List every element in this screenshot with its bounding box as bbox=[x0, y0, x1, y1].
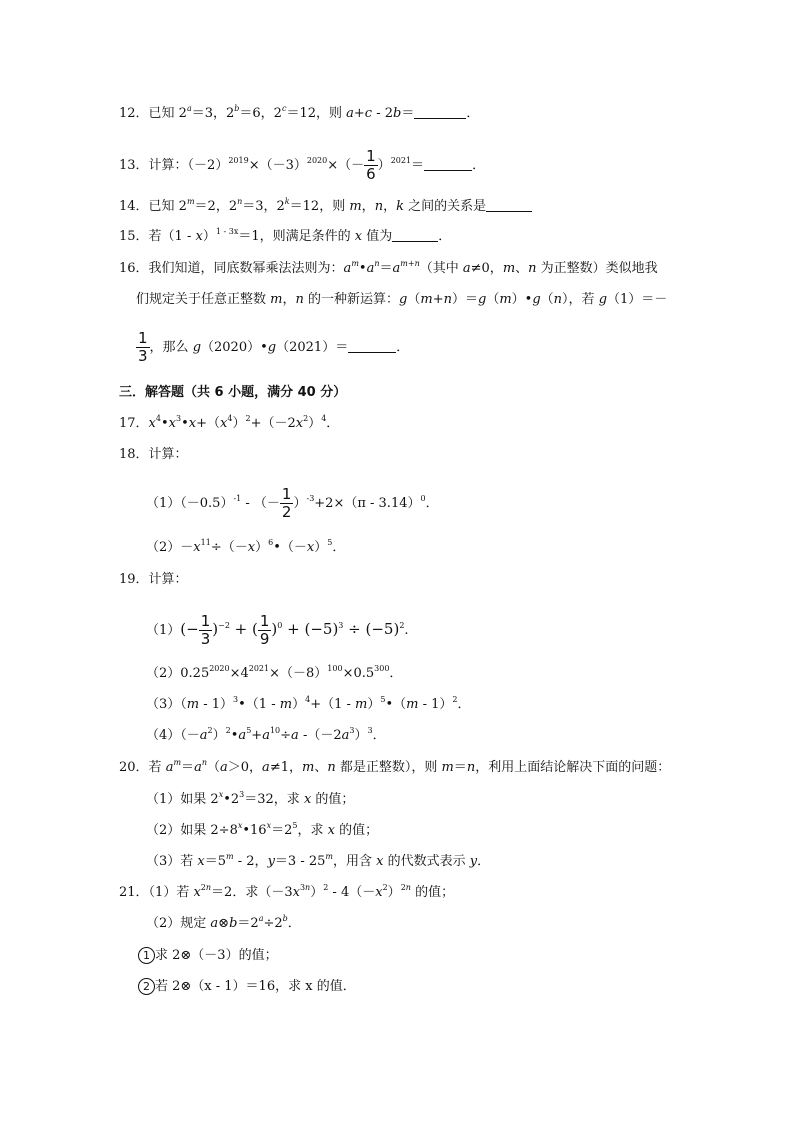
question-14: 14．已知 $2^m=2$，$2^n=3$，$2^k=12$，则 m，n，k 之间的关系是 bbox=[119, 199, 532, 215]
fraction: $\frac{1}{2}$ bbox=[281, 485, 292, 521]
question-19-part-1: （1）(− $\frac{1}{3}$ )$^{-2}$ + ( $\frac{1}{9}$ )$^0 + (-5)^3 \div (-5)^2$. bbox=[146, 612, 409, 648]
section-title: 三．解答题（共 6 小题，满分 40 分） bbox=[119, 385, 347, 400]
question-20-part-3: （3）若 $x=5^m - 2$，y＝3 - 25$^m$，用含 x 的代数式表示 y． bbox=[146, 852, 491, 869]
question-20: 20．若 $a^m=a^n(a>0$，a≠1，m、n 都是正整数），则 m＝n，利用上面结论解决下面的问题： bbox=[119, 758, 671, 775]
answer-blank bbox=[486, 199, 532, 212]
question-16-line-3: $\frac{1}{3}$ ，那么 g（2020）•g（2021）＝ ． bbox=[138, 329, 410, 365]
question-13: 13．计算：$(-2)^{2019}\times(-3)^{2020}\times(-$ $\frac{1}{6}$ ）$^{2021}$＝ ． bbox=[119, 147, 486, 183]
question-19: 19．计算： bbox=[119, 572, 188, 587]
answer-blank bbox=[424, 158, 472, 171]
question-17: 17．$x^4•x^3•x+(x^4)^2+(-2x^2)^4$． bbox=[119, 414, 340, 431]
fraction: $\frac{1}{3}$ bbox=[200, 612, 211, 648]
question-21-sub-2: 2 若 2⊗（x - 1）＝16，求 x 的值． bbox=[138, 978, 356, 995]
fraction: $\frac{1}{6}$ bbox=[366, 147, 376, 183]
question-19-part-2: $(2)0.25^{2020}\times 4^{2021}\times(-8)^{100}\times 0.5^{300}$． bbox=[146, 664, 403, 681]
question-15: 15．若（1 - x）$^{1 - 3x}$＝1，则满足条件的 x 值为 ． bbox=[119, 227, 452, 244]
question-16-line-2: 们规定关于任意正整数 m，n 的一种新运算：g（m+n）＝g（m）•g（n），若 g（1）＝－ bbox=[136, 292, 668, 307]
question-16-line-1: 16．我们知道，同底数幂乘法法则为：$a^m•a^n=a^{m+n}$（其中 a≠0，m、n 为正整数）类似地我 bbox=[119, 259, 658, 276]
question-20-part-2: （2）如果 $2\div 8^x•16^x=2^5$，求 x 的值； bbox=[146, 821, 379, 838]
question-21-part-2: （2）规定 $a\otimes b=2^a\div 2^b$． bbox=[146, 914, 301, 931]
question-21: 21．（1）若 $x^{2n}=2$．求$(-3x^{3n})^2 - 4(-x^2)^{2n}$ 的值； bbox=[119, 883, 455, 900]
question-18: 18．计算： bbox=[119, 447, 188, 462]
question-18-part-2: $(2)-x^{11}\div(-x)^6•(-x)^5$． bbox=[146, 538, 346, 555]
question-19-part-3: （3）（m - 1）$^3$•（1 - m）$^4$+（1 - m）$^5$•（m - 1）$^2$． bbox=[146, 695, 471, 712]
answer-blank bbox=[414, 106, 466, 119]
question-21-sub-1: 1 求 2⊗（－3）的值； bbox=[138, 947, 278, 964]
fraction: $\frac{1}{9}$ bbox=[259, 612, 270, 648]
question-19-part-4: $(4)(-a^2)^2•a^5+a^{10}\div a$ $-(-2a^3)^3$． bbox=[146, 726, 386, 743]
circled-number-2: 2 bbox=[138, 978, 155, 995]
circled-number-1: 1 bbox=[138, 947, 155, 964]
answer-blank bbox=[392, 229, 438, 242]
answer-blank bbox=[348, 340, 396, 353]
question-20-part-1: （1）如果 $2^x•2^3=32$，求 x 的值； bbox=[146, 790, 355, 807]
fraction: $\frac{1}{3}$ bbox=[138, 329, 148, 365]
question-12: 12．已知 $2^a=3$，$2^b=6$，$2^c=12$，则 a+c - 2b＝ ． bbox=[119, 104, 480, 121]
question-18-part-1: $(1)(-0.5)^{-1}$ - （－ $\frac{1}{2}$ ）$^{-3}$+2×（π - 3.14）$^0$． bbox=[146, 485, 439, 521]
